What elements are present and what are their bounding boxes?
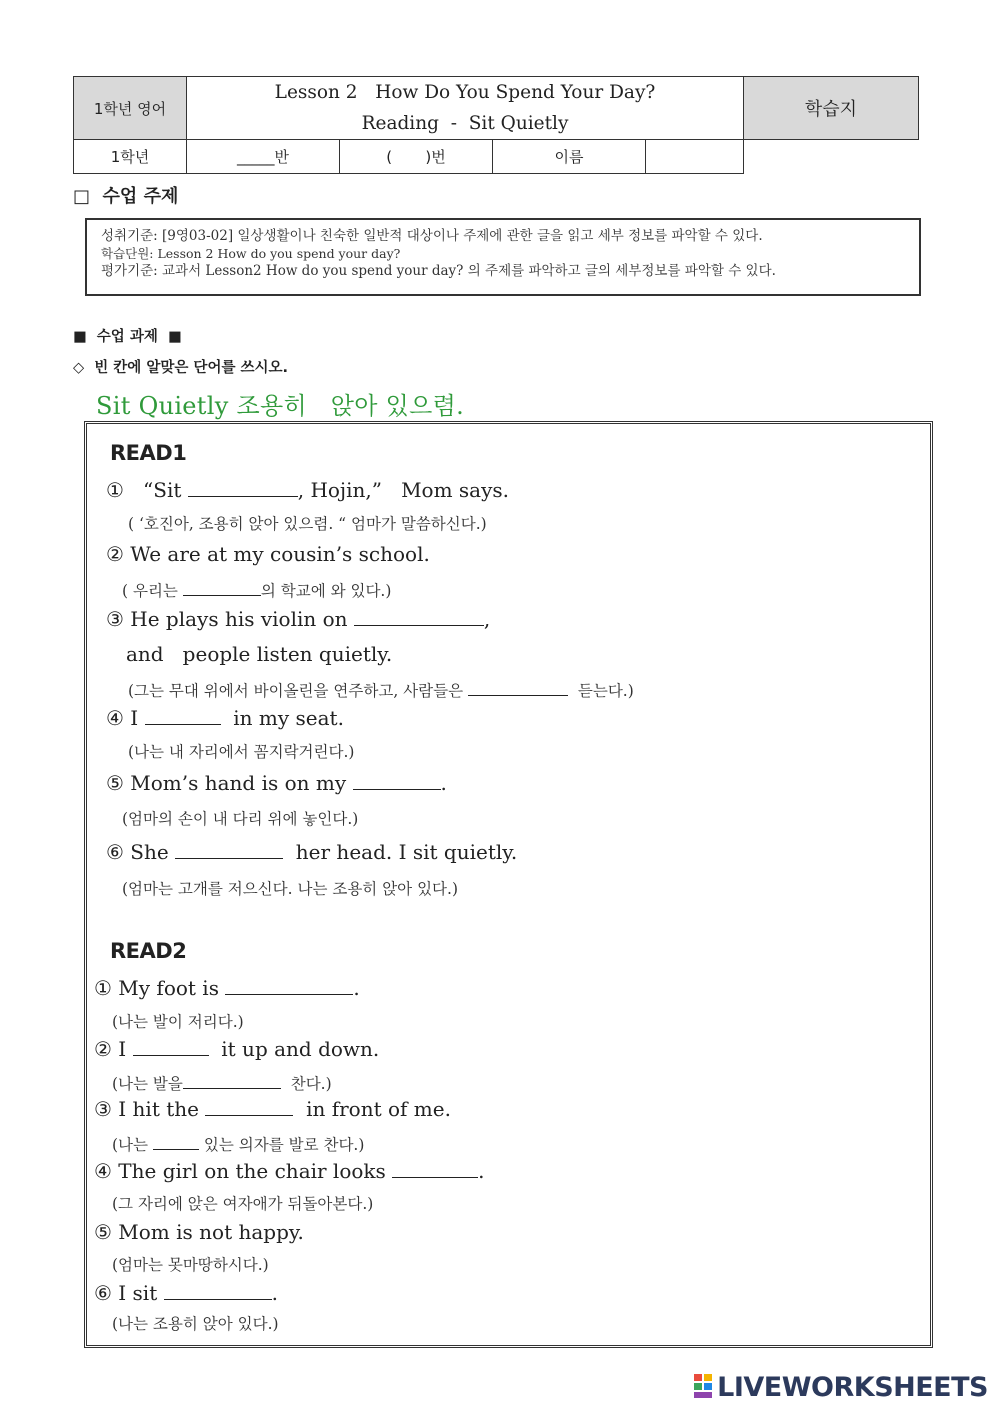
read1-sentence-6	[106, 840, 517, 864]
answer-blank[interactable]	[225, 976, 353, 995]
sentence-text: it up and down.	[221, 1037, 380, 1061]
answer-blank[interactable]	[183, 1070, 281, 1089]
reading-line: Reading - Sit Quietly	[361, 113, 569, 134]
task-heading: ■ 수업 과제 ■	[73, 329, 182, 345]
answer-blank[interactable]	[133, 1037, 209, 1056]
translation-text: 있는 의자를 발로 찬다.)	[203, 1136, 365, 1154]
read2-translation-4: (그 자리에 앉은 여자애가 뒤돌아본다.)	[112, 1195, 374, 1213]
topic-heading: □ 수업 주제	[73, 186, 179, 207]
read1-sentence-1	[106, 478, 509, 502]
answer-blank[interactable]	[354, 607, 484, 626]
class-field[interactable]: _____반	[187, 140, 340, 174]
read2-translation-6: (나는 조용히 앉아 있다.)	[112, 1315, 279, 1333]
answer-blank[interactable]	[392, 1159, 478, 1178]
read1-translation-6: (엄마는 고개를 저으신다. 나는 조용히 앉아 있다.)	[122, 880, 458, 898]
name-label: 이름	[493, 140, 646, 174]
name-input[interactable]	[646, 140, 744, 174]
read2-translation-1: (나는 발이 저리다.)	[112, 1013, 244, 1031]
lesson-line: Lesson 2 How Do You Spend Your Day?	[274, 82, 656, 103]
read1-translation-5: (엄마의 손이 내 다리 위에 놓인다.)	[122, 810, 359, 828]
sentence-text: in my seat.	[233, 706, 344, 730]
liveworksheets-logo	[693, 1372, 988, 1403]
read1-translation-4: (나는 내 자리에서 꼼지락거린다.)	[128, 743, 355, 761]
read2-sentence-3	[94, 1097, 451, 1121]
sentence-text: in front of me.	[306, 1097, 451, 1121]
header-table	[73, 76, 919, 174]
translation-text: (나는 발을	[112, 1075, 183, 1093]
sentence-text: .	[353, 976, 360, 1000]
criteria-text	[87, 220, 919, 282]
sentence-text: ⑥ I sit	[94, 1281, 158, 1305]
sentence-text: ④ I	[106, 706, 139, 730]
answer-blank[interactable]	[205, 1097, 293, 1116]
task-instruction: ◇ 빈 칸에 알맞은 단어를 쓰시오.	[73, 360, 289, 376]
read1-sentence-2: ② We are at my cousin’s school.	[106, 542, 430, 566]
read2-sentence-4	[94, 1159, 485, 1183]
evaluation-standard: 평가기준: 교과서 Lesson2 How do you spend your day? 의 주제를 파악하고 글의 세부정보를 파악할 수 있다.	[101, 263, 776, 279]
sentence-text: ② I	[94, 1037, 127, 1061]
answer-blank[interactable]	[183, 577, 261, 596]
liveworksheets-icon	[693, 1373, 713, 1399]
achievement-standard: 성취기준: [9영03-02] 일상생활이나 친숙한 일반적 대상이나 주제에 관한 글을 읽고 세부 정보를 파악할 수 있다.	[101, 228, 763, 244]
sentence-text: ④ The girl on the chair looks	[94, 1159, 386, 1183]
criteria-box	[85, 218, 921, 296]
answer-blank[interactable]	[353, 771, 441, 790]
lesson-title-cell	[187, 77, 744, 140]
item-number: ①	[106, 478, 124, 502]
sentence-text: ③ I hit the	[94, 1097, 199, 1121]
read1-translation-3	[128, 677, 634, 701]
grade-cell: 1학년	[74, 140, 187, 174]
sentence-text: ,	[483, 607, 491, 631]
answer-blank[interactable]	[153, 1131, 199, 1150]
worksheet-cell: 학습지	[744, 77, 919, 140]
sentence-text: ① My foot is	[94, 976, 219, 1000]
sentence-text: .	[478, 1159, 485, 1183]
read1-label: READ1	[110, 441, 187, 465]
sentence-text: ⑥ She	[106, 840, 169, 864]
translation-text: 듣는다.)	[577, 682, 634, 700]
sentence-text: her head. I sit quietly.	[295, 840, 518, 864]
learning-unit: 학습단원: Lesson 2 How do you spend your day?	[101, 246, 401, 261]
read2-label: READ2	[110, 939, 187, 963]
sentence-text: .	[271, 1281, 278, 1305]
read1-sentence-3-cont: and people listen quietly.	[126, 642, 393, 666]
answer-blank[interactable]	[468, 677, 568, 696]
read2-sentence-5: ⑤ Mom is not happy.	[94, 1220, 304, 1244]
brand-name: LIVEWORKSHEETS	[717, 1372, 988, 1403]
number-field[interactable]: ( )번	[340, 140, 493, 174]
read2-translation-3	[112, 1131, 364, 1155]
grade-subject-cell: 1학년 영어	[74, 77, 187, 140]
read2-translation-5: (엄마는 못마땅하시다.)	[112, 1256, 269, 1274]
read1-sentence-3	[106, 607, 490, 631]
read2-translation-2	[112, 1070, 332, 1094]
read1-sentence-4	[106, 706, 344, 730]
read1-sentence-5	[106, 771, 447, 795]
answer-blank[interactable]	[164, 1281, 272, 1300]
translation-text: 찬다.)	[290, 1075, 332, 1093]
sentence-text: ⑤ Mom’s hand is on my	[106, 771, 347, 795]
sentence-text: , Hojin,” Mom says.	[297, 478, 510, 502]
sentence-text: “Sit	[143, 478, 182, 502]
sentence-text: .	[440, 771, 447, 795]
translation-text: 의 학교에 와 있다.)	[260, 582, 392, 600]
answer-blank[interactable]	[188, 478, 298, 497]
worksheet-title: Sit Quietly 조용히 앉아 있으렴.	[96, 392, 465, 420]
read2-sentence-1	[94, 976, 360, 1000]
read2-sentence-2	[94, 1037, 379, 1061]
answer-blank[interactable]	[175, 840, 283, 859]
answer-blank[interactable]	[145, 706, 221, 725]
read2-sentence-6	[94, 1281, 278, 1305]
translation-text: (나는	[112, 1136, 148, 1154]
read1-translation-1: ( ‘호진아, 조용히 앉아 있으렴. “ 엄마가 말씀하신다.)	[128, 515, 487, 533]
read1-translation-2	[122, 577, 391, 601]
translation-text: (그는 무대 위에서 바이올린을 연주하고, 사람들은	[128, 682, 464, 700]
translation-text: ( 우리는	[122, 582, 178, 600]
sentence-text: ③ He plays his violin on	[106, 607, 348, 631]
